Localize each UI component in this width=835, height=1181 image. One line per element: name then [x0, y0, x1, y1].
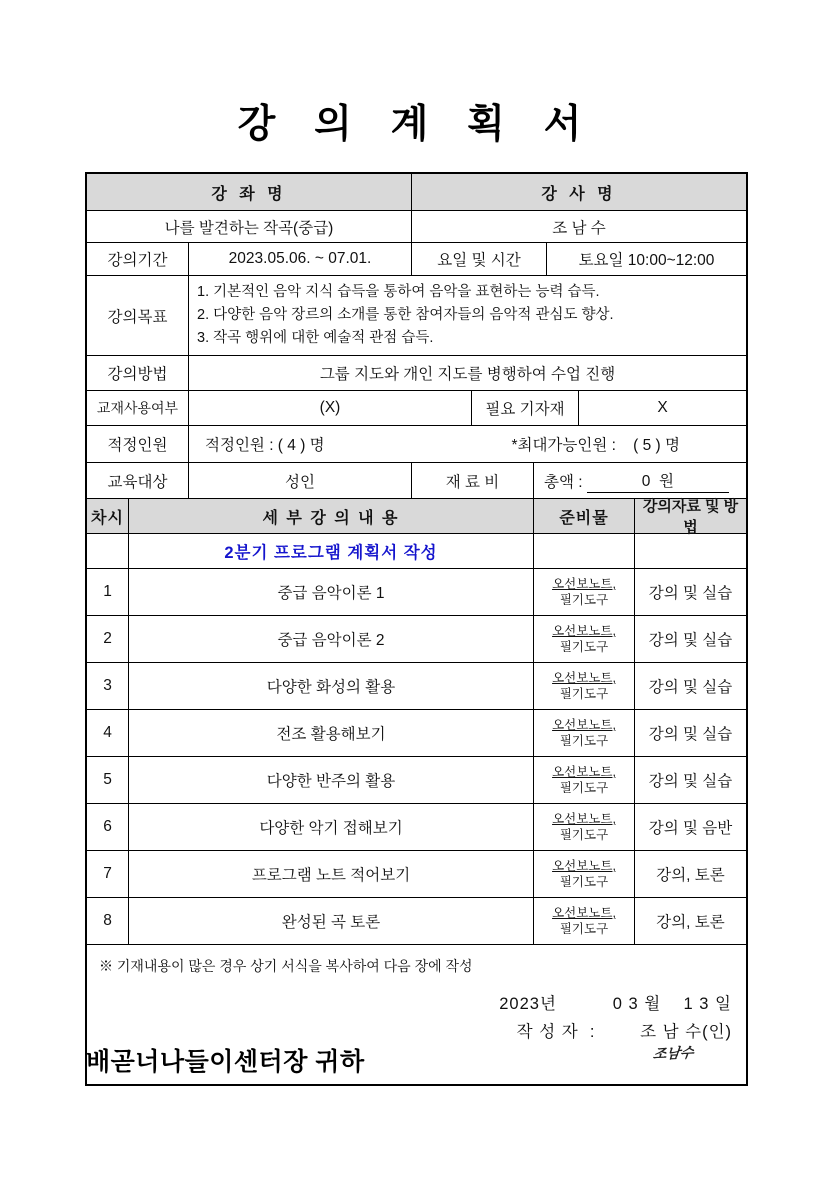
textbook-value: (X) — [189, 391, 472, 425]
session-materials: 오선보노트, 필기도구 — [534, 710, 635, 756]
textbook-label: 교재사용여부 — [87, 391, 189, 425]
session-materials: 오선보노트, 필기도구 — [534, 663, 635, 709]
method-label: 강의방법 — [87, 356, 189, 390]
recipient: 배곧너나들이센터장 귀하 — [86, 1048, 365, 1076]
total-label: 총액 : — [544, 473, 587, 491]
session-content: 중급 음악이론 1 — [129, 569, 534, 615]
session-method: 강의 및 실습 — [648, 679, 733, 696]
session-materials: 오선보노트, 필기도구 — [534, 616, 635, 662]
session-row-3 — [87, 663, 746, 710]
max-capacity-value: *최대가능인원 : ( 5 ) 명 — [511, 437, 680, 454]
session-row-7 — [87, 851, 746, 898]
session-row-1 — [87, 569, 746, 616]
course-name-value: 나를 발견하는 작곡(중급) — [87, 211, 412, 242]
materials-col-header: 준비물 — [534, 499, 635, 533]
lecture-plan-table — [85, 172, 748, 1086]
schedule-subtitle: 2분기 프로그램 계획서 작성 — [129, 534, 534, 568]
session-method: 강의 및 실습 — [648, 773, 733, 790]
session-number: 7 — [87, 851, 129, 897]
target-value: 성인 — [189, 463, 412, 498]
equipment-label: 필요 기자재 — [472, 391, 579, 425]
session-materials: 오선보노트, 필기도구 — [534, 898, 635, 944]
session-number: 5 — [87, 757, 129, 803]
day-time-label: 요일 및 시간 — [412, 243, 547, 275]
method-value: 그룹 지도와 개인 지도를 병행하여 수업 진행 — [319, 366, 616, 383]
session-content: 중급 음악이론 2 — [129, 616, 534, 662]
course-name-header: 강 좌 명 — [87, 174, 412, 210]
signature: 조남수 — [652, 1044, 695, 1062]
session-row-4 — [87, 710, 746, 757]
session-row-8 — [87, 898, 746, 945]
session-number: 3 — [87, 663, 129, 709]
session-method: 강의 및 실습 — [648, 726, 733, 743]
target-label: 교육대상 — [87, 463, 189, 498]
goal-item-3: 3. 작곡 행위에 대한 예술적 관점 습득. — [197, 330, 434, 347]
session-row-6 — [87, 804, 746, 851]
session-method: 강의 및 실습 — [648, 585, 733, 602]
document-page — [85, 0, 748, 1086]
total-fee-cell — [534, 463, 746, 498]
session-method: 강의 및 음반 — [648, 820, 733, 837]
goal-list — [189, 276, 746, 355]
total-value: 0 원 — [587, 469, 729, 493]
session-materials: 오선보노트, 필기도구 — [534, 757, 635, 803]
writer-line: 작 성 자 : 조 남 수(인) — [516, 1023, 732, 1041]
capacity-values — [189, 426, 746, 462]
session-number: 2 — [87, 616, 129, 662]
period-row — [87, 243, 746, 276]
subtitle-materials-cell — [534, 534, 635, 568]
method-col-header: 강의자료 및 방법 — [635, 499, 746, 533]
textbook-row — [87, 391, 746, 426]
session-materials: 오선보노트, 필기도구 — [534, 804, 635, 850]
session-method: 강의, 토론 — [656, 867, 725, 884]
goal-item-2: 2. 다양한 음악 장르의 소개를 통한 참여자들의 음악적 관심도 향상. — [197, 306, 614, 323]
session-method: 강의 및 실습 — [648, 632, 733, 649]
goal-label: 강의목표 — [87, 276, 189, 355]
footer-note: ※ 기재내용이 많은 경우 상기 서식을 복사하여 다음 장에 작성 — [99, 958, 473, 974]
footer-block — [87, 945, 746, 1084]
session-number: 1 — [87, 569, 129, 615]
session-content: 완성된 곡 토론 — [129, 898, 534, 944]
session-content: 프로그램 노트 적어보기 — [129, 851, 534, 897]
capacity-label: 적정인원 — [87, 426, 189, 462]
subtitle-method-cell — [635, 534, 746, 568]
session-content: 전조 활용해보기 — [129, 710, 534, 756]
subtitle-session-cell — [87, 534, 129, 568]
session-materials: 오선보노트, 필기도구 — [534, 851, 635, 897]
session-col-header: 차시 — [87, 499, 129, 533]
session-row-2 — [87, 616, 746, 663]
date-line: 2023년 0 3 월 1 3 일 — [499, 995, 732, 1013]
session-number: 6 — [87, 804, 129, 850]
goal-item-1: 1. 기본적인 음악 지식 습득을 통하여 음악을 표현하는 능력 습득. — [197, 283, 600, 300]
session-number: 4 — [87, 710, 129, 756]
session-materials: 오선보노트, 필기도구 — [534, 569, 635, 615]
page-title: 강 의 계 획 서 — [237, 103, 596, 146]
schedule-header-row — [87, 499, 746, 534]
target-row — [87, 463, 746, 499]
session-content: 다양한 악기 접해보기 — [129, 804, 534, 850]
session-content: 다양한 반주의 활용 — [129, 757, 534, 803]
header-row — [87, 174, 746, 211]
content-col-header: 세 부 강 의 내 용 — [129, 499, 534, 533]
session-method: 강의, 토론 — [656, 914, 725, 931]
instructor-name-header: 강 사 명 — [412, 174, 746, 210]
period-label: 강의기간 — [87, 243, 189, 275]
proper-capacity-value: 적정인원 : ( 4 ) 명 — [205, 437, 325, 454]
material-fee-label: 재 료 비 — [412, 463, 534, 498]
session-content: 다양한 화성의 활용 — [129, 663, 534, 709]
method-row — [87, 356, 746, 391]
period-value: 2023.05.06. ~ 07.01. — [189, 243, 412, 275]
session-row-5 — [87, 757, 746, 804]
capacity-row — [87, 426, 746, 463]
day-time-value: 토요일 10:00~12:00 — [578, 252, 715, 269]
instructor-name-value: 조 남 수 — [552, 219, 606, 237]
schedule-subtitle-row — [87, 534, 746, 569]
equipment-value: X — [657, 399, 668, 416]
goals-row — [87, 276, 746, 356]
session-number: 8 — [87, 898, 129, 944]
names-row — [87, 211, 746, 243]
